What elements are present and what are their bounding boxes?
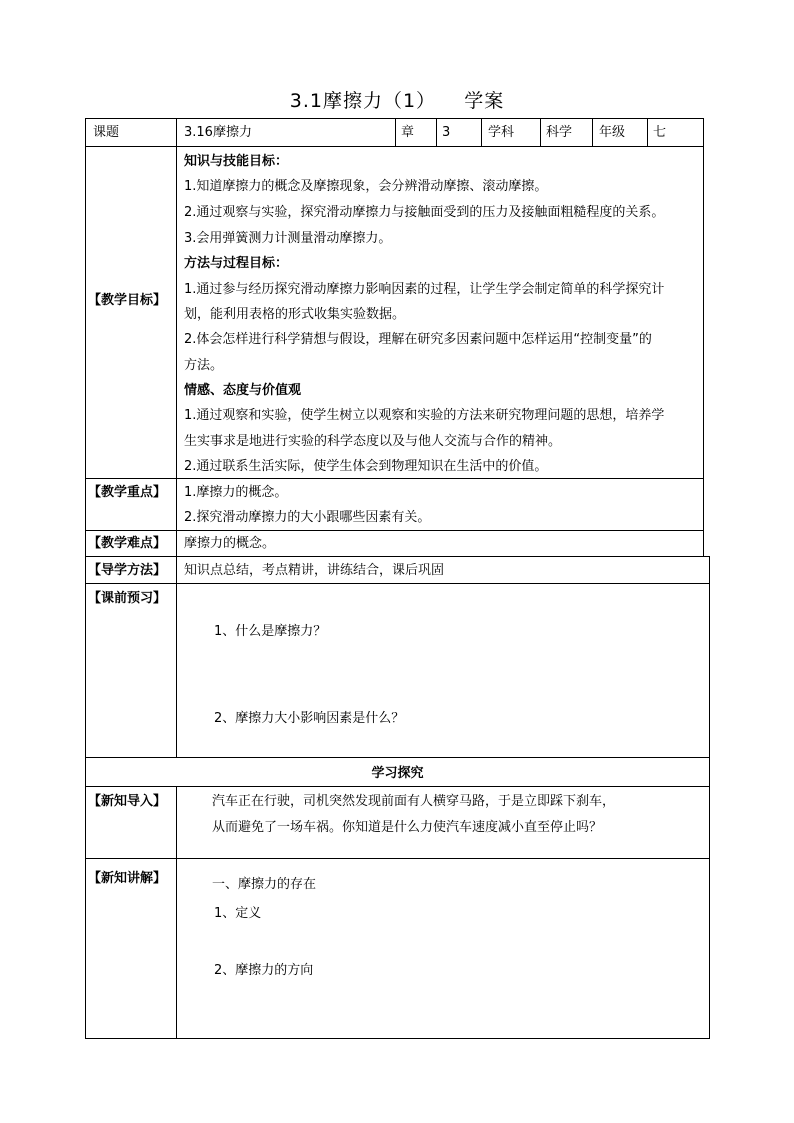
preview-question: 2、摩擦力大小影响因素是什么？ [214, 711, 405, 726]
grade-label: 年级 [599, 125, 626, 140]
objective-line: 1.通过参与经历探究滑动摩擦力影响因素的过程，让学生学会制定简单的科学探究计 [184, 282, 665, 297]
preview-question: 1、什么是摩擦力？ [214, 624, 327, 639]
chapter-value: 3 [442, 125, 451, 140]
topic-value: 3.16摩擦力 [184, 125, 252, 140]
row-divider [85, 478, 704, 479]
difficulty-value: 摩擦力的概念。 [184, 536, 276, 551]
column-divider [395, 118, 396, 147]
table-border-left [85, 118, 86, 1039]
page-title-main: 3.1摩擦力（1） [289, 90, 437, 112]
difficulty-label: 【教学难点】 [88, 536, 167, 551]
row-divider [85, 757, 710, 758]
page-title-suffix: 学案 [464, 90, 505, 112]
column-divider [647, 118, 648, 147]
objective-line: 3.会用弹簧测力计测量滑动摩擦力。 [184, 231, 392, 246]
objective-line: 2.体会怎样进行科学猜想与假设，理解在研究多因素问题中怎样运用“控制变量”的 [184, 332, 652, 347]
key-points-label: 【教学重点】 [88, 485, 167, 500]
intro-line: 汽车正在行驶，司机突然发现前面有人横穿马路，于是立即踩下刹车， [212, 794, 616, 809]
key-point-line: 1.摩擦力的概念。 [184, 485, 288, 500]
row-divider [85, 583, 710, 584]
objective-line: 2.通过观察与实验，探究滑动摩擦力与接触面受到的压力及接触面粗糙程度的关系。 [184, 205, 665, 220]
objectives-section-knowledge: 知识与技能目标： [184, 154, 289, 169]
table-border-right-lower [709, 556, 710, 1039]
objective-line: 划，能利用表格的形式收集实验数据。 [184, 307, 406, 322]
table-border-right-upper [703, 118, 704, 557]
lecture-line: 1、定义 [214, 906, 262, 921]
column-divider [592, 118, 593, 147]
preview-label: 【课前预习】 [88, 591, 167, 606]
intro-line: 从而避免了一场车祸。你知道是什么力使汽车速度减小直至停止吗？ [212, 820, 603, 835]
column-divider [176, 786, 177, 1039]
column-divider [436, 118, 437, 147]
row-divider [85, 858, 710, 859]
objective-line: 方法。 [184, 358, 224, 373]
objectives-label: 【教学目标】 [88, 293, 167, 308]
objectives-section-method: 方法与过程目标： [184, 256, 289, 271]
page-title [0, 86, 794, 113]
explore-heading: 学习探究 [371, 766, 424, 781]
chapter-label: 章 [401, 125, 415, 140]
lecture-line: 一、摩擦力的存在 [212, 877, 317, 892]
grade-value: 七 [653, 125, 667, 140]
column-divider [540, 118, 541, 147]
intro-label: 【新知导入】 [88, 794, 167, 809]
table-border-bottom [85, 1038, 710, 1039]
column-divider [176, 118, 177, 758]
row-divider [85, 786, 710, 787]
lecture-label: 【新知讲解】 [88, 871, 167, 886]
method-value: 知识点总结，考点精讲，讲练结合，课后巩固 [184, 563, 445, 578]
topic-label: 课题 [93, 125, 120, 140]
method-label: 【导学方法】 [88, 563, 167, 578]
lecture-line: 2、摩擦力的方向 [214, 963, 314, 978]
objectives-section-attitude: 情感、态度与价值观 [184, 383, 302, 398]
row-divider [85, 530, 704, 531]
subject-value: 科学 [546, 125, 573, 140]
subject-label: 学科 [488, 125, 515, 140]
key-point-line: 2.探究滑动摩擦力的大小跟哪些因素有关。 [184, 510, 431, 525]
objective-line: 1.知道摩擦力的概念及摩擦现象，会分辨滑动摩擦、滚动摩擦。 [184, 179, 548, 194]
objective-line: 1.通过观察和实验，使学生树立以观察和实验的方法来研究物理问题的思想，培养学 [184, 408, 665, 423]
column-divider [481, 118, 482, 147]
row-divider [85, 556, 710, 557]
objective-line: 2.通过联系生活实际，使学生体会到物理知识在生活中的价值。 [184, 459, 548, 474]
objective-line: 生实事求是地进行实验的科学态度以及与他人交流与合作的精神。 [184, 434, 562, 449]
